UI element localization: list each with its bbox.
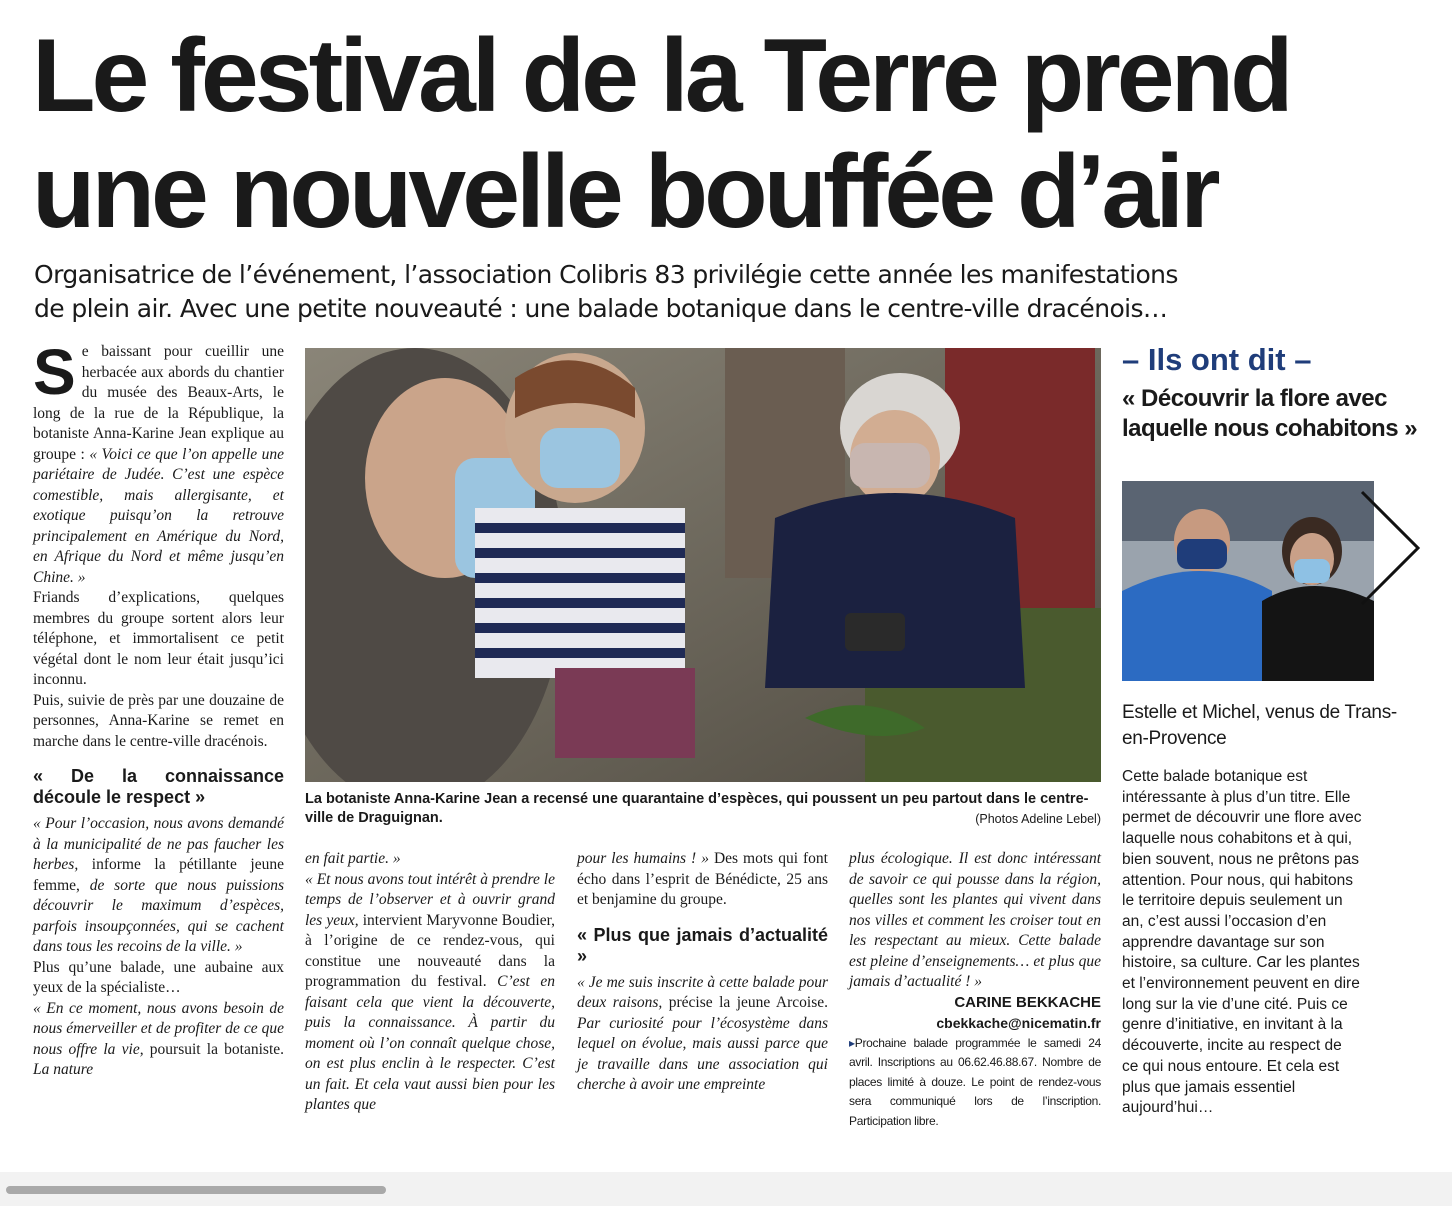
quote-3-attribution: poursuit la botaniste. [143,1040,284,1058]
col2-attribution: intervient Maryvonne Boudier, à l’origine de ce rendez-vous, qui constitue une nouveauté dans la programmation du festival. [305,911,556,990]
practical-info-text: Prochaine balade programmée le samedi 24 avril. Inscriptions au 06.62.46.88.67. Nombre de places limité à douze. Le point de rendez-vous sera communiqué lors de l’inscription. Participation libre. [849,1035,1101,1128]
photo-caption: La botaniste Anna-Karine Jean a recensé une quarantaine d’espèces, qui poussent un peu partout dans le centre-ville de Draguignan. [305,791,1089,826]
col3-quote-b: Par curiosité pour l’écosystème dans lequel on évolue, mais aussi parce que je travaille dans une association qui cherche à avoir une empreinte [577,1014,828,1093]
horizontal-scrollbar[interactable] [6,1186,386,1194]
article-column-4 [849,849,1101,1131]
lead-text: e baissant pour cueillir une herbacée aux abords du chantier du musée des Beaux-Arts, le long de la rue de la République, la botaniste Anna-Karine Jean explique au groupe : [33,343,284,463]
quote-2a: « Pour l’occasion, nous avons demandé à la municipalité de ne pas faucher les herbes, [33,815,284,873]
paragraph-4 [33,814,284,958]
article-column-1 [33,336,284,1081]
paragraph-5: Plus qu’une balade, une aubaine aux yeux de la spécialiste… [33,958,284,996]
standfirst-line1: Organisatrice de l’événement, l’association Colibris 83 privilégie cette année les manifestations [34,260,1178,289]
paragraph-3: Puis, suivie de près par une douzaine de personnes, Anna-Karine se remet en marche dans le centre-ville dracénois. [33,691,284,750]
paragraph-6 [33,999,284,1081]
paragraph-2: Friands d’explications, quelques membres du groupe sortent alors leur téléphone, et immortalisent ce petit végétal dont le nom leur était jusqu’ici inconnu. [33,589,284,688]
photo-credit: (Photos Adeline Lebel) [975,812,1101,826]
chevron-right-icon [1356,488,1426,608]
headline [32,18,1432,250]
article-column-2 [305,849,555,1116]
info-marker-icon: ▸ [849,1035,855,1050]
quote-3b: La nature [33,1061,94,1078]
botanists-photo-illustration [305,348,1101,782]
practical-info [849,1034,1101,1132]
col2-quote-end: en fait partie. » [305,850,401,867]
intertitle-2: « Plus que jamais d’actualité » [577,924,828,966]
standfirst-line2: de plein air. Avec une petite nouveauté : une balade botanique dans le centre-ville dracénois… [34,294,1168,323]
next-page-button[interactable] [1356,488,1426,608]
col2-quote-b: C’est en faisant cela que vient la découverte, puis la connaissance. À partir du moment où l’on connaît quelque chose, on est plus enclin à le respecter. C’est un fait. Et cela vaut aussi bien pour les plantes que [305,973,555,1113]
quote-2b: de sorte que nous puissions découvrir le maximum d’espèces, parfois insoupçonnées, qui se cachent dans tous les recoins de la ville. » [33,876,284,955]
col3-paragraph: Des mots qui font écho dans l’esprit de Bénédicte, 25 ans et benjamine du groupe. [577,850,828,908]
author-signature: CARINE BEKKACHE [954,993,1101,1011]
quote-2-attribution: informe la pétillante jeune femme, [33,856,284,894]
main-photo [305,348,1101,782]
article-column-3 [577,849,828,1096]
sidebar-quote-title: « Découvrir la flore avec laquelle nous cohabitons » [1122,385,1418,442]
lead-paragraph [33,336,284,588]
quote-1: « Voici ce que l’on appelle une pariétaire de Judée. C’est une espèce comestible, mais allergisante, et exotique puisqu’on la retrouve principalement en Amérique du Nord, en Afrique du Nord et même jusqu’en Chine. » [33,445,284,586]
headline-line1: Le festival de la Terre prend [32,18,1290,134]
col4-text [849,849,1101,993]
drop-cap: S [33,336,76,408]
portrait-caption: Estelle et Michel, venus de Trans-en-Provence [1122,702,1397,749]
col3-attribution: précise la jeune Arcoise. [662,994,828,1011]
portrait-photo [1122,481,1374,681]
sidebar-text: Cette balade botanique est intéressante à plus d’un titre. Elle permet de découvrir une flore avec laquelle nous cohabitons et à qui, bien souvent, nous ne prêtons pas attention. Pour nous, qui habitons le territoire depuis seulement un an, c’est aussi l’occasion d’en apprendre davantage sur son histoire, sa culture. Car les plantes et l’environnement peuvent en dire long sur la vie d’une cité. Puis ce genre d’initiative, en invitant à la découverte, incite au respect de ce qui nous entoure. Et cela est plus que jamais essentiel aujourd’hui… [1122,768,1362,1117]
headline-line2: une nouvelle bouffée d’air [32,134,1217,250]
col2-quote-a: « Et nous avons tout intérêt à prendre le temps de l’observer et à ouvrir grand les yeux, [305,870,555,929]
col3-quote-end: pour les humains ! » [577,850,709,867]
col2-text [305,849,555,1116]
col3-text [577,849,828,911]
col3-quote-a: « Je me suis inscrite à cette balade pour deux raisons, [577,973,828,1011]
sidebar-heading: – Ils ont dit – [1122,342,1312,377]
intertitle-1: « De la connaissance découle le respect » [33,766,284,807]
col4-quote: plus écologique. Il est donc intéressant de savoir ce qui pousse dans la région, quelles sont les plantes qui vivent dans nos villes et comment les croiser tout en les respectant au mieux. Cette balade est pleine d’enseignements… et plus que jamais d’actualité ! » [849,850,1101,990]
author-email[interactable]: cbekkache@nicematin.fr [936,1015,1101,1031]
col3-text-2 [577,973,828,1096]
standfirst [34,258,1434,326]
portrait-illustration [1122,481,1374,681]
quote-3a: « En ce moment, nous avons besoin de nous émerveiller et de profiter de ce que nous offre la vie, [33,999,284,1058]
